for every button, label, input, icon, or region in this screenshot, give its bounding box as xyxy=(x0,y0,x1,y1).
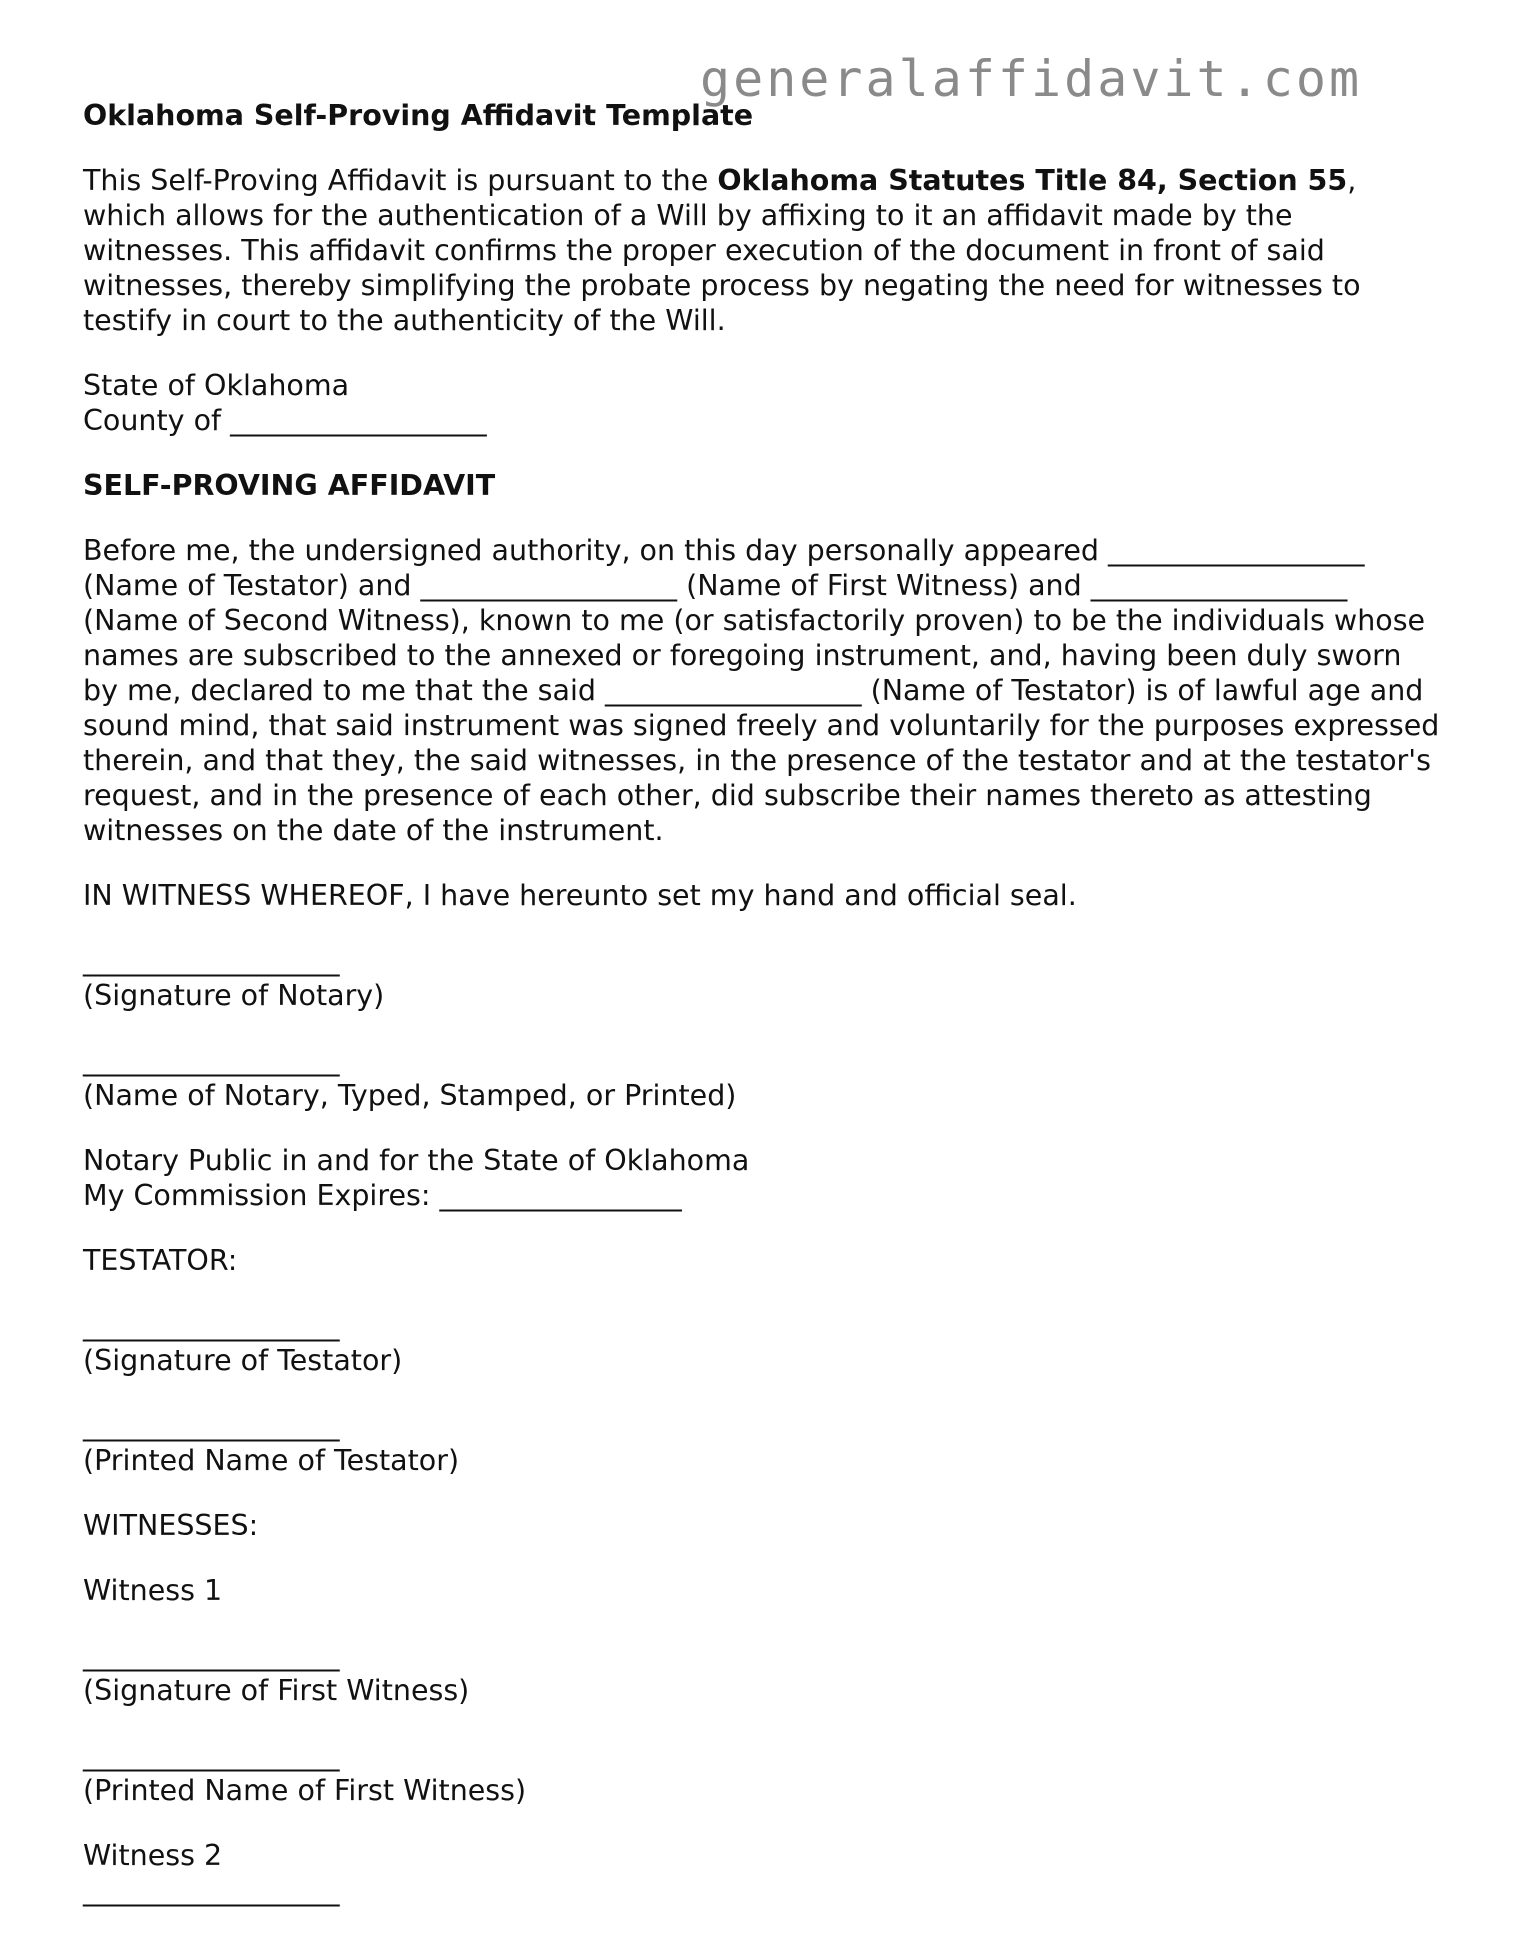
testator-printed-block xyxy=(83,1408,1443,1478)
witnesses-heading: WITNESSES: xyxy=(83,1509,259,1542)
witness-1-signature-label: (Signature of First Witness) xyxy=(83,1674,470,1707)
witness-2-heading: Witness 2 xyxy=(83,1839,223,1872)
notary-signature-blank[interactable]: __________________ xyxy=(83,944,340,977)
witness-1-printed-block xyxy=(83,1738,1443,1808)
document-title: Oklahoma Self-Proving Affidavit Template xyxy=(83,99,754,132)
witness-2-signature-blank[interactable]: __________________ xyxy=(83,1874,340,1907)
notary-name-block xyxy=(83,1043,1443,1113)
witness-1-signature-blank[interactable]: __________________ xyxy=(83,1639,340,1672)
testator-signature-blank[interactable]: __________________ xyxy=(83,1309,340,1342)
intro-paragraph xyxy=(83,163,1443,338)
document-page xyxy=(83,98,1443,1938)
watermark: generalaffidavit.com xyxy=(700,50,1363,108)
witness-1-printed-blank[interactable]: __________________ xyxy=(83,1739,340,1772)
witness-2-block xyxy=(83,1838,1443,1908)
testator-signature-block xyxy=(83,1308,1443,1378)
witness-1-printed-label: (Printed Name of First Witness) xyxy=(83,1774,527,1807)
affidavit-heading: SELF-PROVING AFFIDAVIT xyxy=(83,469,496,502)
testator-printed-label: (Printed Name of Testator) xyxy=(83,1444,460,1477)
intro-post: , which allows for the authentication of a Will by affixing to it an affidavit made by the witnesses. This affidavit confirms the proper execution of the document in front of said witnesses, thereby simplifying the probate process by negating the need for witnesses to testify in court to the authenticity of the Will. xyxy=(83,164,1361,337)
statute-reference: Oklahoma Statutes Title 84, Section 55 xyxy=(717,164,1348,197)
notary-commission-line[interactable]: My Commission Expires: _________________ xyxy=(83,1179,682,1212)
notary-name-blank[interactable]: __________________ xyxy=(83,1044,340,1077)
witness-clause: IN WITNESS WHEREOF, I have hereunto set my hand and official seal. xyxy=(83,879,1077,912)
venue-state: State of Oklahoma xyxy=(83,369,350,402)
notary-public-block xyxy=(83,1143,1443,1213)
intro-pre: This Self-Proving Affidavit is pursuant to the xyxy=(83,164,718,197)
testator-printed-blank[interactable]: __________________ xyxy=(83,1409,340,1442)
witness-1-signature-block xyxy=(83,1638,1443,1708)
venue-block xyxy=(83,368,1443,438)
notary-public-line: Notary Public in and for the State of Oklahoma xyxy=(83,1144,750,1177)
notary-name-label: (Name of Notary, Typed, Stamped, or Printed) xyxy=(83,1079,737,1112)
witness-1-heading: Witness 1 xyxy=(83,1574,223,1607)
affidavit-body: Before me, the undersigned authority, on this day personally appeared __________________ (Name of Testator) and __________________ (Name of First Witness) and __________________ (Name of Second Witness), known to me (or satisfactorily proven) to be the individuals whose names are subscribed to the annexed or foregoing instrument, and, having been duly sworn by me, declared to me that the said __________________ (Name of Testator) is of lawful age and sound mind, that said instrument was signed freely and voluntarily for the purposes expressed therein, and that they, the said witnesses, in the presence of the testator and at the testator's request, and in the presence of each other, did subscribe their names thereto as attesting witnesses on the date of the instrument. xyxy=(83,534,1440,847)
notary-signature-label: (Signature of Notary) xyxy=(83,979,385,1012)
testator-signature-label: (Signature of Testator) xyxy=(83,1344,403,1377)
venue-county[interactable]: County of __________________ xyxy=(83,404,487,437)
testator-heading: TESTATOR: xyxy=(83,1244,238,1277)
notary-signature-block xyxy=(83,943,1443,1013)
